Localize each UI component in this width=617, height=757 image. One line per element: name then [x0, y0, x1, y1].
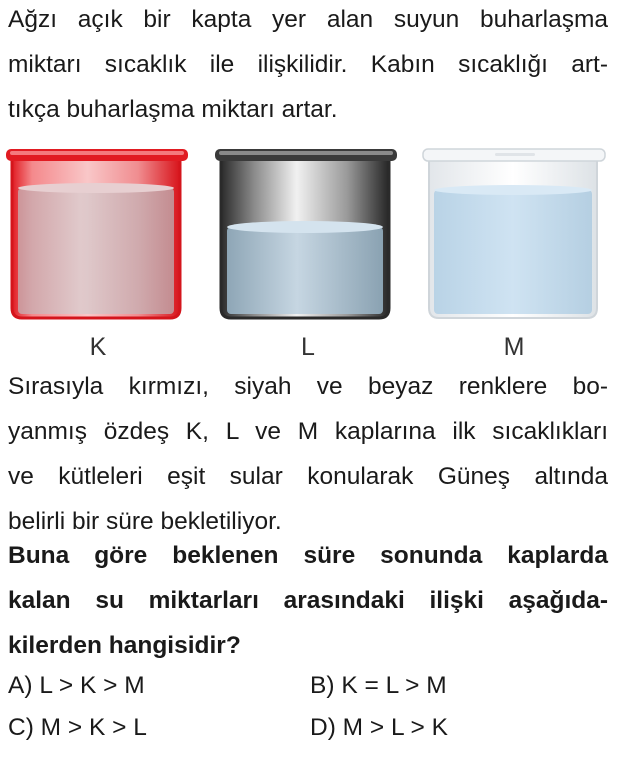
beakers-figure	[0, 140, 617, 330]
intro-line-1: Ağzı açık bir kapta yer alan suyun buharlaşma	[8, 6, 608, 33]
question-paragraph	[8, 533, 608, 668]
option-a-text: L > K > M	[39, 672, 145, 699]
beaker-label-k: K	[89, 333, 107, 361]
beaker-k	[6, 149, 188, 318]
option-c-letter: C)	[8, 714, 34, 741]
option-b-letter: B)	[310, 672, 335, 699]
beaker-label-m: M	[503, 333, 525, 361]
scenario-line-2: yanmış özdeş K, L ve M kaplarına ilk sıcaklıkları	[8, 418, 608, 445]
scenario-line-3: ve kütleleri eşit sular konularak Güneş altında	[8, 463, 608, 490]
option-d-text: M > L > K	[342, 714, 448, 741]
beaker-l	[215, 149, 397, 318]
option-c-text: M > K > L	[40, 714, 147, 741]
intro-line-2: miktarı sıcaklık ile ilişkilidir. Kabın sıcaklığı art-	[8, 51, 608, 78]
question-line-2: kalan su miktarları arasındaki ilişki aşağıda-	[8, 587, 608, 614]
question-line-1: Buna göre beklenen süre sonunda kaplarda	[8, 542, 608, 569]
option-d-letter: D)	[310, 714, 336, 741]
option-c[interactable]	[8, 714, 147, 742]
beaker-m	[423, 149, 605, 318]
intro-line-3: tıkça buharlaşma miktarı artar.	[8, 96, 338, 123]
beaker-label-l: L	[301, 333, 315, 361]
option-a[interactable]	[8, 672, 145, 700]
question-line-3: kilerden hangisidir?	[8, 632, 241, 659]
option-b-text: K = L > M	[341, 672, 447, 699]
option-a-letter: A)	[8, 672, 33, 699]
intro-paragraph	[8, 0, 608, 132]
scenario-line-4: belirli bir süre bekletiliyor.	[8, 508, 282, 535]
scenario-line-1: Sırasıyla kırmızı, siyah ve beyaz renklere bo-	[8, 373, 608, 400]
option-b[interactable]	[310, 672, 447, 700]
scenario-paragraph	[8, 364, 608, 544]
option-d[interactable]	[310, 714, 448, 742]
